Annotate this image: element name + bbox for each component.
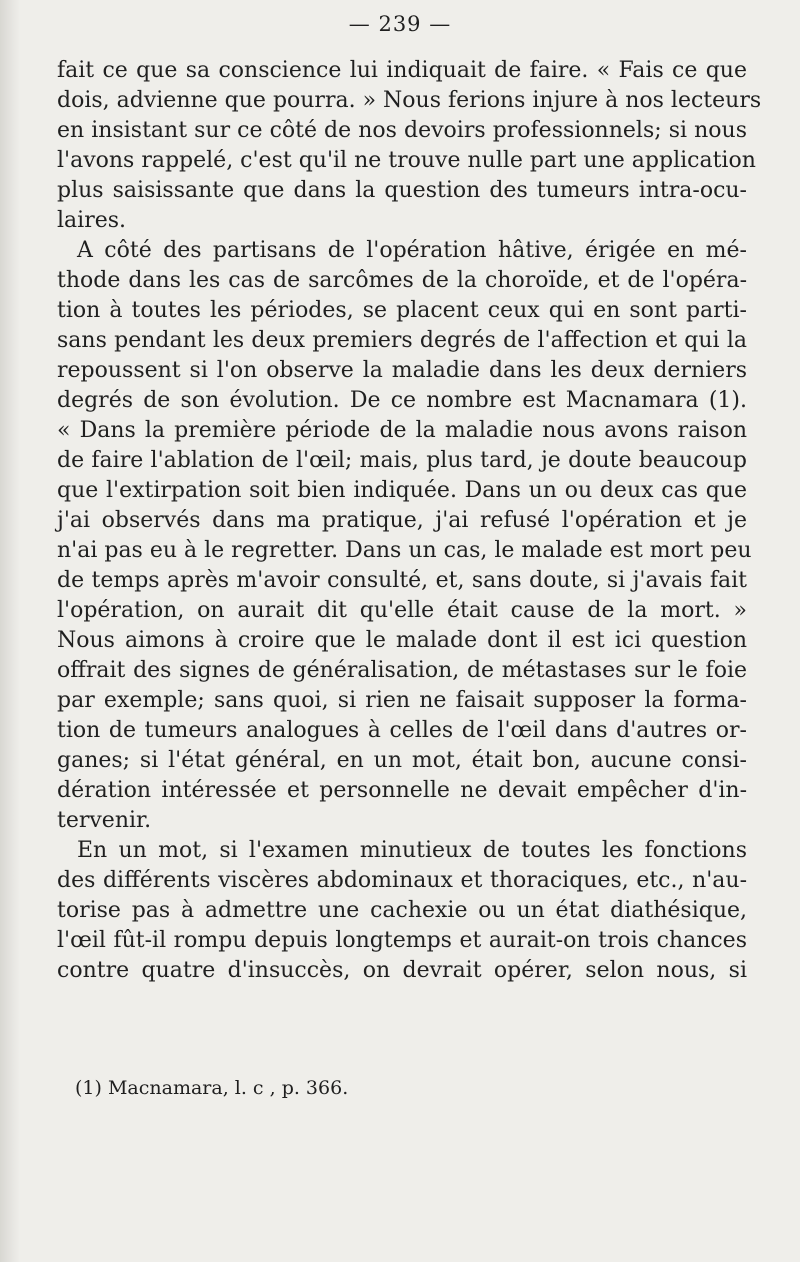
text-line: dération intéressée et personnelle ne devait empêcher d'in- — [57, 778, 747, 803]
text-line: torise pas à admettre une cachexie ou un état diathésique, — [57, 898, 747, 923]
page-edge-shadow — [0, 0, 20, 1262]
text-line: l'œil fût-il rompu depuis longtemps et aurait-on trois chances — [57, 928, 747, 953]
text-line: de temps après m'avoir consulté, et, sans doute, si j'avais fait — [57, 568, 747, 593]
text-line: tion à toutes les périodes, se placent ceux qui en sont parti- — [57, 298, 747, 323]
body-text — [57, 56, 762, 986]
text-line: repoussent si l'on observe la maladie dans les deux derniers — [57, 358, 747, 383]
text-line: de faire l'ablation de l'œil; mais, plus tard, je doute beaucoup — [57, 448, 747, 473]
text-line: ganes; si l'état général, en un mot, était bon, aucune consi- — [57, 748, 747, 773]
text-line: des différents viscères abdominaux et thoraciques, etc., n'au- — [57, 868, 747, 893]
text-line: contre quatre d'insuccès, on devrait opérer, selon nous, si — [57, 958, 747, 983]
text-line: en insistant sur ce côté de nos devoirs professionnels; si nous — [57, 118, 747, 143]
text-line: tervenir. — [57, 808, 152, 833]
footnote: (1) Macnamara, l. c , p. 366. — [75, 1077, 349, 1099]
text-line: offrait des signes de généralisation, de métastases sur le foie — [57, 658, 747, 683]
text-line: En un mot, si l'examen minutieux de toutes les fonctions — [77, 838, 747, 863]
page-number: — 239 — — [348, 12, 452, 36]
text-line: par exemple; sans quoi, si rien ne faisait supposer la forma- — [57, 688, 747, 713]
text-line: plus saisissante que dans la question des tumeurs intra-ocu- — [57, 178, 747, 203]
text-line: degrés de son évolution. De ce nombre est Macnamara (1). — [57, 388, 747, 413]
text-line: thode dans les cas de sarcômes de la choroïde, et de l'opéra- — [57, 268, 747, 293]
text-line: j'ai observés dans ma pratique, j'ai refusé l'opération et je — [57, 508, 747, 533]
text-line: A côté des partisans de l'opération hâtive, érigée en mé- — [77, 238, 747, 263]
text-line: que l'extirpation soit bien indiquée. Dans un ou deux cas que — [57, 478, 747, 503]
text-line: laires. — [57, 208, 127, 233]
text-line: tion de tumeurs analogues à celles de l'œil dans d'autres or- — [57, 718, 747, 743]
text-line: fait ce que sa conscience lui indiquait de faire. « Fais ce que — [57, 58, 747, 83]
text-line: l'avons rappelé, c'est qu'il ne trouve nulle part une application — [57, 148, 756, 173]
text-line: sans pendant les deux premiers degrés de l'affection et qui la — [57, 328, 747, 353]
text-line: dois, advienne que pourra. » Nous ferions injure à nos lecteurs — [57, 88, 762, 113]
text-line: n'ai pas eu à le regretter. Dans un cas, le malade est mort peu — [57, 538, 752, 563]
text-line: Nous aimons à croire que le malade dont il est ici question — [57, 628, 747, 653]
text-line: « Dans la première période de la maladie nous avons raison — [57, 418, 747, 443]
text-line: l'opération, on aurait dit qu'elle était cause de la mort. » — [57, 598, 747, 623]
